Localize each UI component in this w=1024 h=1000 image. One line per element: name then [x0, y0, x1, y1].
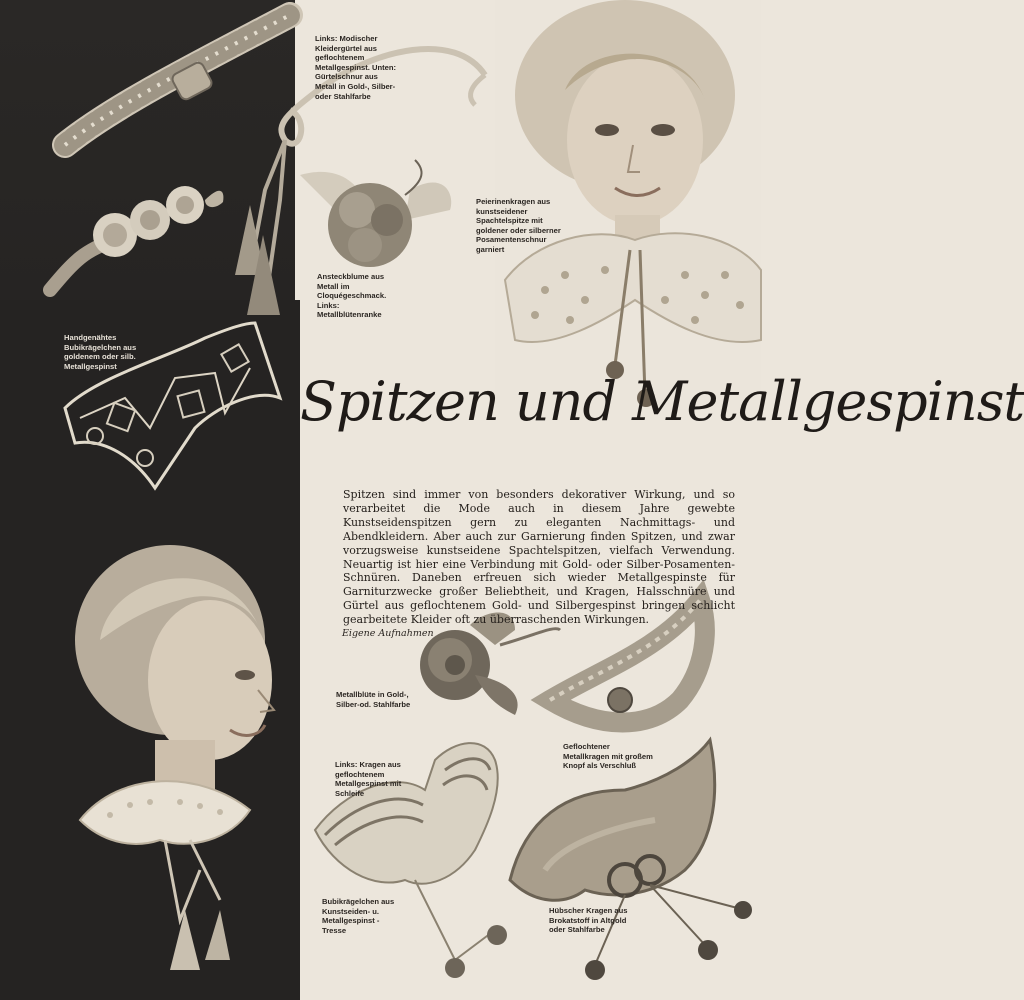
metal-bloom-brooch-photo [295, 150, 465, 290]
woman-profile-collar-photo [60, 540, 300, 970]
caption-bubi-gold: Handgenähtes Bubikrägelchen aus goldenem oder silb. Metallgespinst [64, 333, 137, 371]
page-title: Spitzen und Metallgespinst [300, 370, 1024, 433]
caption-belt: Links: Modischer Kleidergürtel aus geflochtenem Metallgespinst. Unten: Gürtelschnur aus Metall in Gold-, Silber- oder Stahlfarbe [315, 34, 397, 101]
article-body: Spitzen sind immer von besonders dekorativer Wirkung, und so verarbeitet die Mode auch in diesem Jahre gewebte Kunstseidenspitzen gern zu eleganten Nachmittags- und Abendkleidern. Aber auch zur Garnierung finden Spitzen, und zwar vorzugsweise kunstseidene Spachtelspitzen, vielfach Verwendung. Neuartig ist hier eine Verbindung mit Gold- oder Silber-Posamenten-Schnüren. Daneben erfreuen sich wieder Metallgespinste für Garniturzwecke großer Beliebtheit, und Kragen, Halsschnüre und Gürtel aus geflochtenem Gold- und Silbergespinst bringen schlicht gearbeitete Kleider oft zu überraschenden Wirkungen. [343, 488, 735, 627]
photo-credit: Eigene Aufnahmen [342, 628, 434, 639]
caption-bubi-tresse: Bubikrägelchen aus Kunstseiden- u. Metallgespinst - Tresse [322, 897, 395, 935]
caption-flower: Ansteckblume aus Metall im Cloquégeschmack. Links: Metallblütenranke [317, 272, 387, 320]
caption-bow-collar: Links: Kragen aus geflochtenem Metallgespinst mit Schleife [335, 760, 402, 798]
caption-metal-flower: Metallblüte in Gold-, Silber-od. Stahlfarbe [336, 690, 411, 709]
metal-rose-spray-photo [45, 180, 235, 300]
caption-braided-collar: Geflochtener Metallkragen mit großem Knopf als Verschluß [563, 742, 653, 771]
caption-pelerine: Peierinenkragen aus kunstseidener Spachtelspitze mit goldener oder silberner Posamentenschnur garniert [476, 197, 561, 254]
caption-brocade-collar: Hübscher Kragen aus Brokatstoff in Altgold oder Stahlfarbe [549, 906, 628, 935]
